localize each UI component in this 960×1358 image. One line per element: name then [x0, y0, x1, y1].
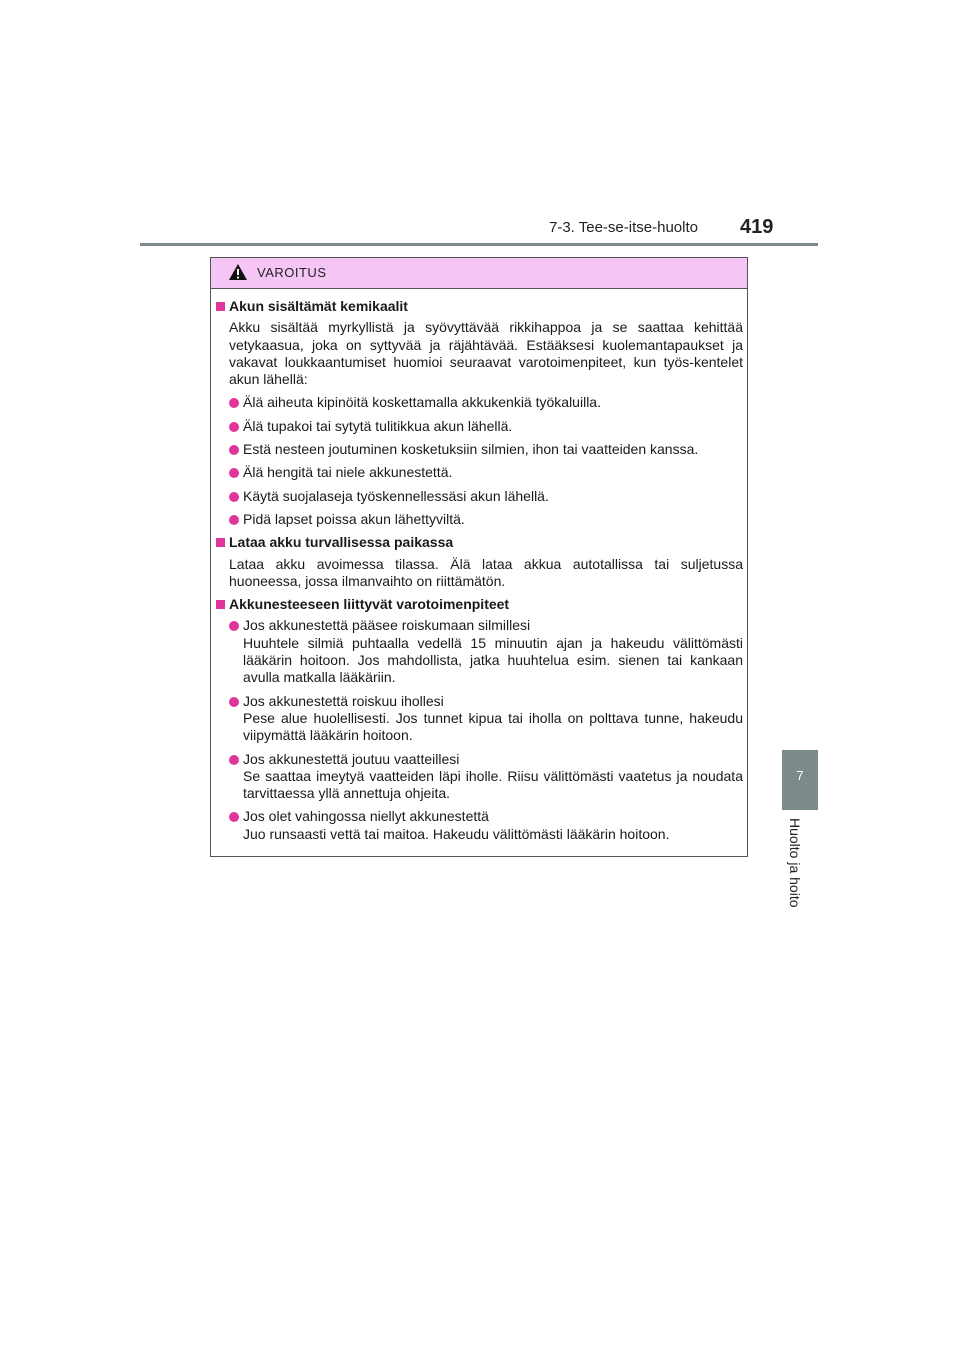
bullet-icon	[229, 468, 239, 478]
square-bullet-icon	[216, 302, 225, 311]
bullet-icon	[229, 398, 239, 408]
list-item: Pidä lapset poissa akun lähettyviltä.	[216, 511, 743, 528]
warning-header	[211, 258, 747, 289]
bullet-icon	[229, 755, 239, 765]
list-item: Jos akkunestettä roiskuu ihollesi Pese alue huolellisesti. Jos tunnet kipua tai iholla on polttava tunne, hakeudu viipymättä lääkärin hoitoon.	[216, 693, 743, 745]
warning-triangle-icon	[228, 263, 248, 281]
list-item: Jos olet vahingossa niellyt akkunestettä Juo runsaasti vettä tai maitoa. Hakeudu välittömästi lääkärin hoitoon.	[216, 808, 743, 843]
list-item: Käytä suojalaseja työskennellessäsi akun lähellä.	[216, 488, 743, 505]
chapter-tab	[782, 750, 818, 810]
page-number: 419	[740, 216, 774, 238]
list-item: Jos akkunestettä joutuu vaatteillesi Se saattaa imeytyä vaatteiden läpi iholle. Riisu välittömästi vaatetus ja noudata tarvittaessa yllä annettuja ohjeita.	[216, 751, 743, 803]
bullet-icon	[229, 445, 239, 455]
section-heading: Lataa akku turvallisessa paikassa	[216, 534, 743, 551]
chapter-number: 7	[796, 768, 804, 783]
warning-body	[216, 298, 743, 849]
list-item: Estä nesteen joutuminen kosketuksiin silmien, ihon tai vaatteiden kanssa.	[216, 441, 743, 458]
square-bullet-icon	[216, 600, 225, 609]
bullet-icon	[229, 422, 239, 432]
bullet-icon	[229, 621, 239, 631]
chapter-label: Huolto ja hoito	[787, 818, 803, 908]
paragraph: Lataa akku avoimessa tilassa. Älä lataa akkua autotallissa tai suljetussa huoneessa, jossa ilmanvaihto on riittämätön.	[229, 555, 743, 589]
list-item: Jos akkunestettä pääsee roiskumaan silmillesi Huuhtele silmiä puhtaalla vedellä 15 minuutin ajan ja hakeudu välittömästi lääkärin hoitoon. Jos mahdollista, jatka huuhtelua esim. sienen tai kankaan avulla matkalla lääkäriin.	[216, 617, 743, 686]
bullet-icon	[229, 812, 239, 822]
header-divider	[140, 243, 818, 246]
bullet-icon	[229, 697, 239, 707]
list-item: Älä tupakoi tai sytytä tulitikkua akun lähellä.	[216, 418, 743, 435]
section-heading: Akun sisältämät kemikaalit	[216, 298, 743, 315]
square-bullet-icon	[216, 538, 225, 547]
paragraph: Akku sisältää myrkyllistä ja syövyttävää rikkihappoa ja se saattaa kehittää vetykaasua, joka on syttyvää ja räjähtävää. Estääksesi kuolemantapaukset ja vakavat loukkaantumiset huomioi seuraavat varotoimenpiteet, kun työs-kentelet akun lähellä:	[229, 319, 743, 388]
warning-box	[210, 257, 748, 857]
list-item: Älä aiheuta kipinöitä koskettamalla akkukenkiä työkaluilla.	[216, 394, 743, 411]
section-heading: Akkunesteeseen liittyvät varotoimenpiteet	[216, 596, 743, 613]
bullet-icon	[229, 515, 239, 525]
section-title: 7-3. Tee-se-itse-huolto	[549, 219, 698, 236]
bullet-icon	[229, 492, 239, 502]
warning-title: VAROITUS	[257, 265, 327, 280]
list-item: Älä hengitä tai niele akkunestettä.	[216, 464, 743, 481]
